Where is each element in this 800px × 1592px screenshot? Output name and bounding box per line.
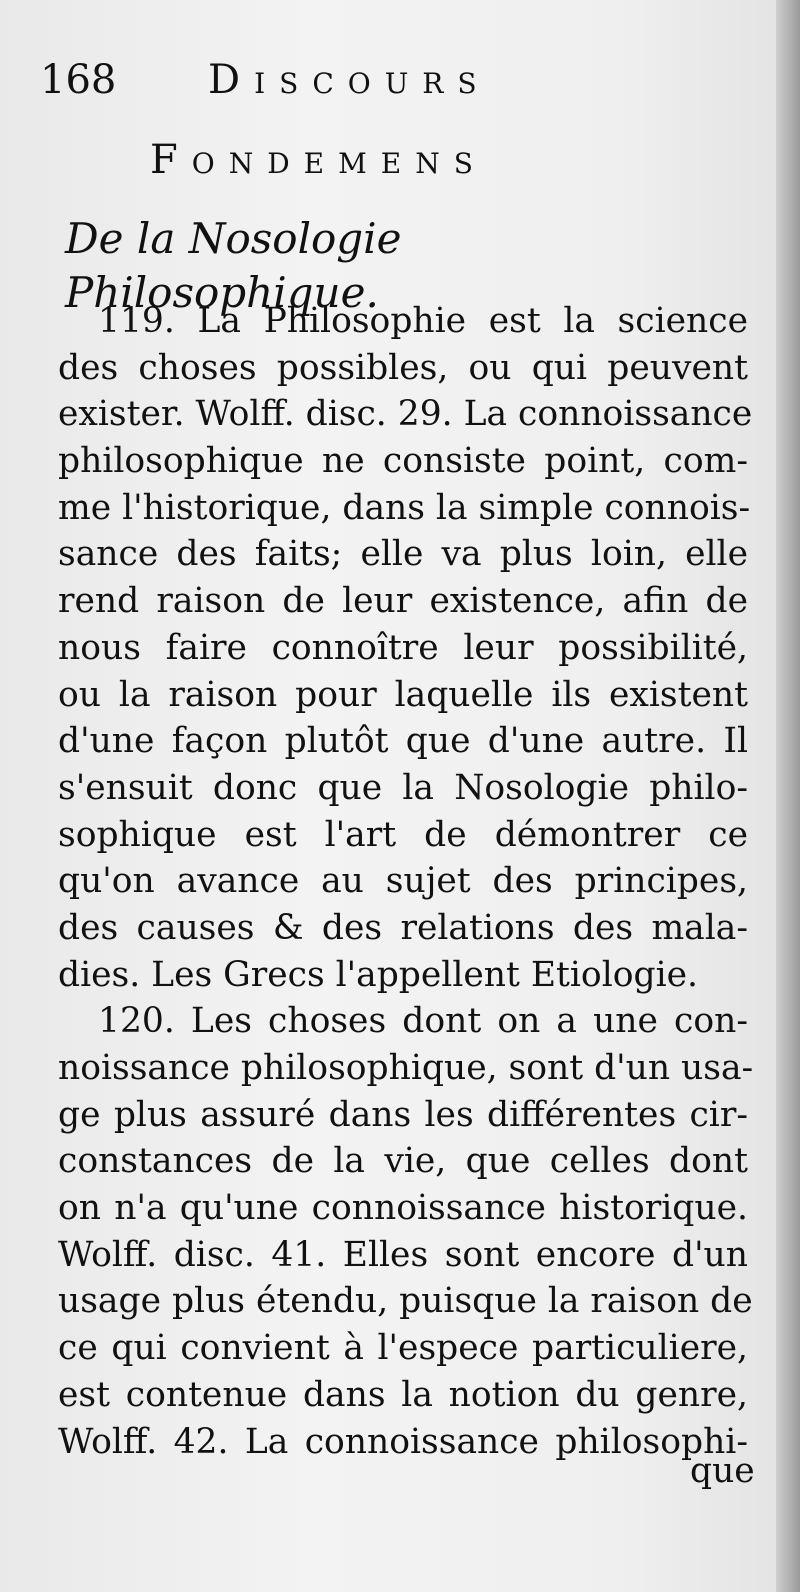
text-line: ou la raison pour laquelle ils existent — [58, 674, 748, 715]
text-line: d'une façon plutôt que d'une autre. Il — [58, 721, 748, 762]
running-head: Discours — [208, 57, 491, 103]
body-text — [58, 298, 754, 1465]
text-line: 119. La Philosophie est la science — [98, 301, 748, 341]
text-line: me l'historique, dans la simple connois- — [58, 487, 751, 528]
text-line: qu'on avance au sujet des principes, — [58, 861, 748, 902]
section-subtitle: De la Nosologie Philosophique. — [65, 214, 402, 317]
text-line: rend raison de leur existence, afin de — [58, 581, 748, 622]
text-line: ge plus assuré dans les différentes cir- — [58, 1094, 748, 1135]
text-line: 120. Les choses dont on a une con- — [98, 1001, 748, 1042]
text-line: usage plus étendu, puisque la raison de — [58, 1281, 753, 1322]
page-header — [40, 55, 740, 105]
text-line: Wolff. disc. 41. Elles sont encore d'un — [58, 1234, 748, 1275]
text-line: exister. Wolff. disc. 29. La connoissance — [58, 394, 753, 435]
text-line: des causes & des relations des mala- — [58, 907, 748, 948]
text-line: sophique est l'art de démontrer ce — [58, 814, 748, 855]
text-line: s'ensuit donc que la Nosologie philo- — [58, 767, 748, 808]
catchword: que — [690, 1451, 755, 1491]
text-line: philosophique ne consiste point, com- — [58, 441, 748, 482]
section-title: Fondemens — [150, 137, 487, 183]
text-line: ce qui convient à l'espece particuliere, — [58, 1328, 748, 1369]
text-line: sance des faits; elle va plus loin, elle — [58, 534, 748, 575]
text-line: constances de la vie, que celles dont — [58, 1141, 748, 1182]
text-line: est contenue dans la notion du genre, — [58, 1374, 748, 1415]
page-number: 168 — [40, 57, 117, 103]
text-line: nous faire connoître leur possibilité, — [58, 627, 748, 668]
text-line: des choses possibles, ou qui peuvent — [58, 347, 748, 388]
text-line: noissance philosophique, sont d'un usa- — [58, 1048, 754, 1088]
text-line: on n'a qu'une connoissance historique. — [58, 1188, 748, 1229]
text-line: dies. Les Grecs l'appellent Etiologie. — [58, 954, 699, 995]
text-line: Wolff. 42. La connoissance philosophi- — [58, 1421, 748, 1462]
page-edge-shadow — [776, 0, 800, 1592]
